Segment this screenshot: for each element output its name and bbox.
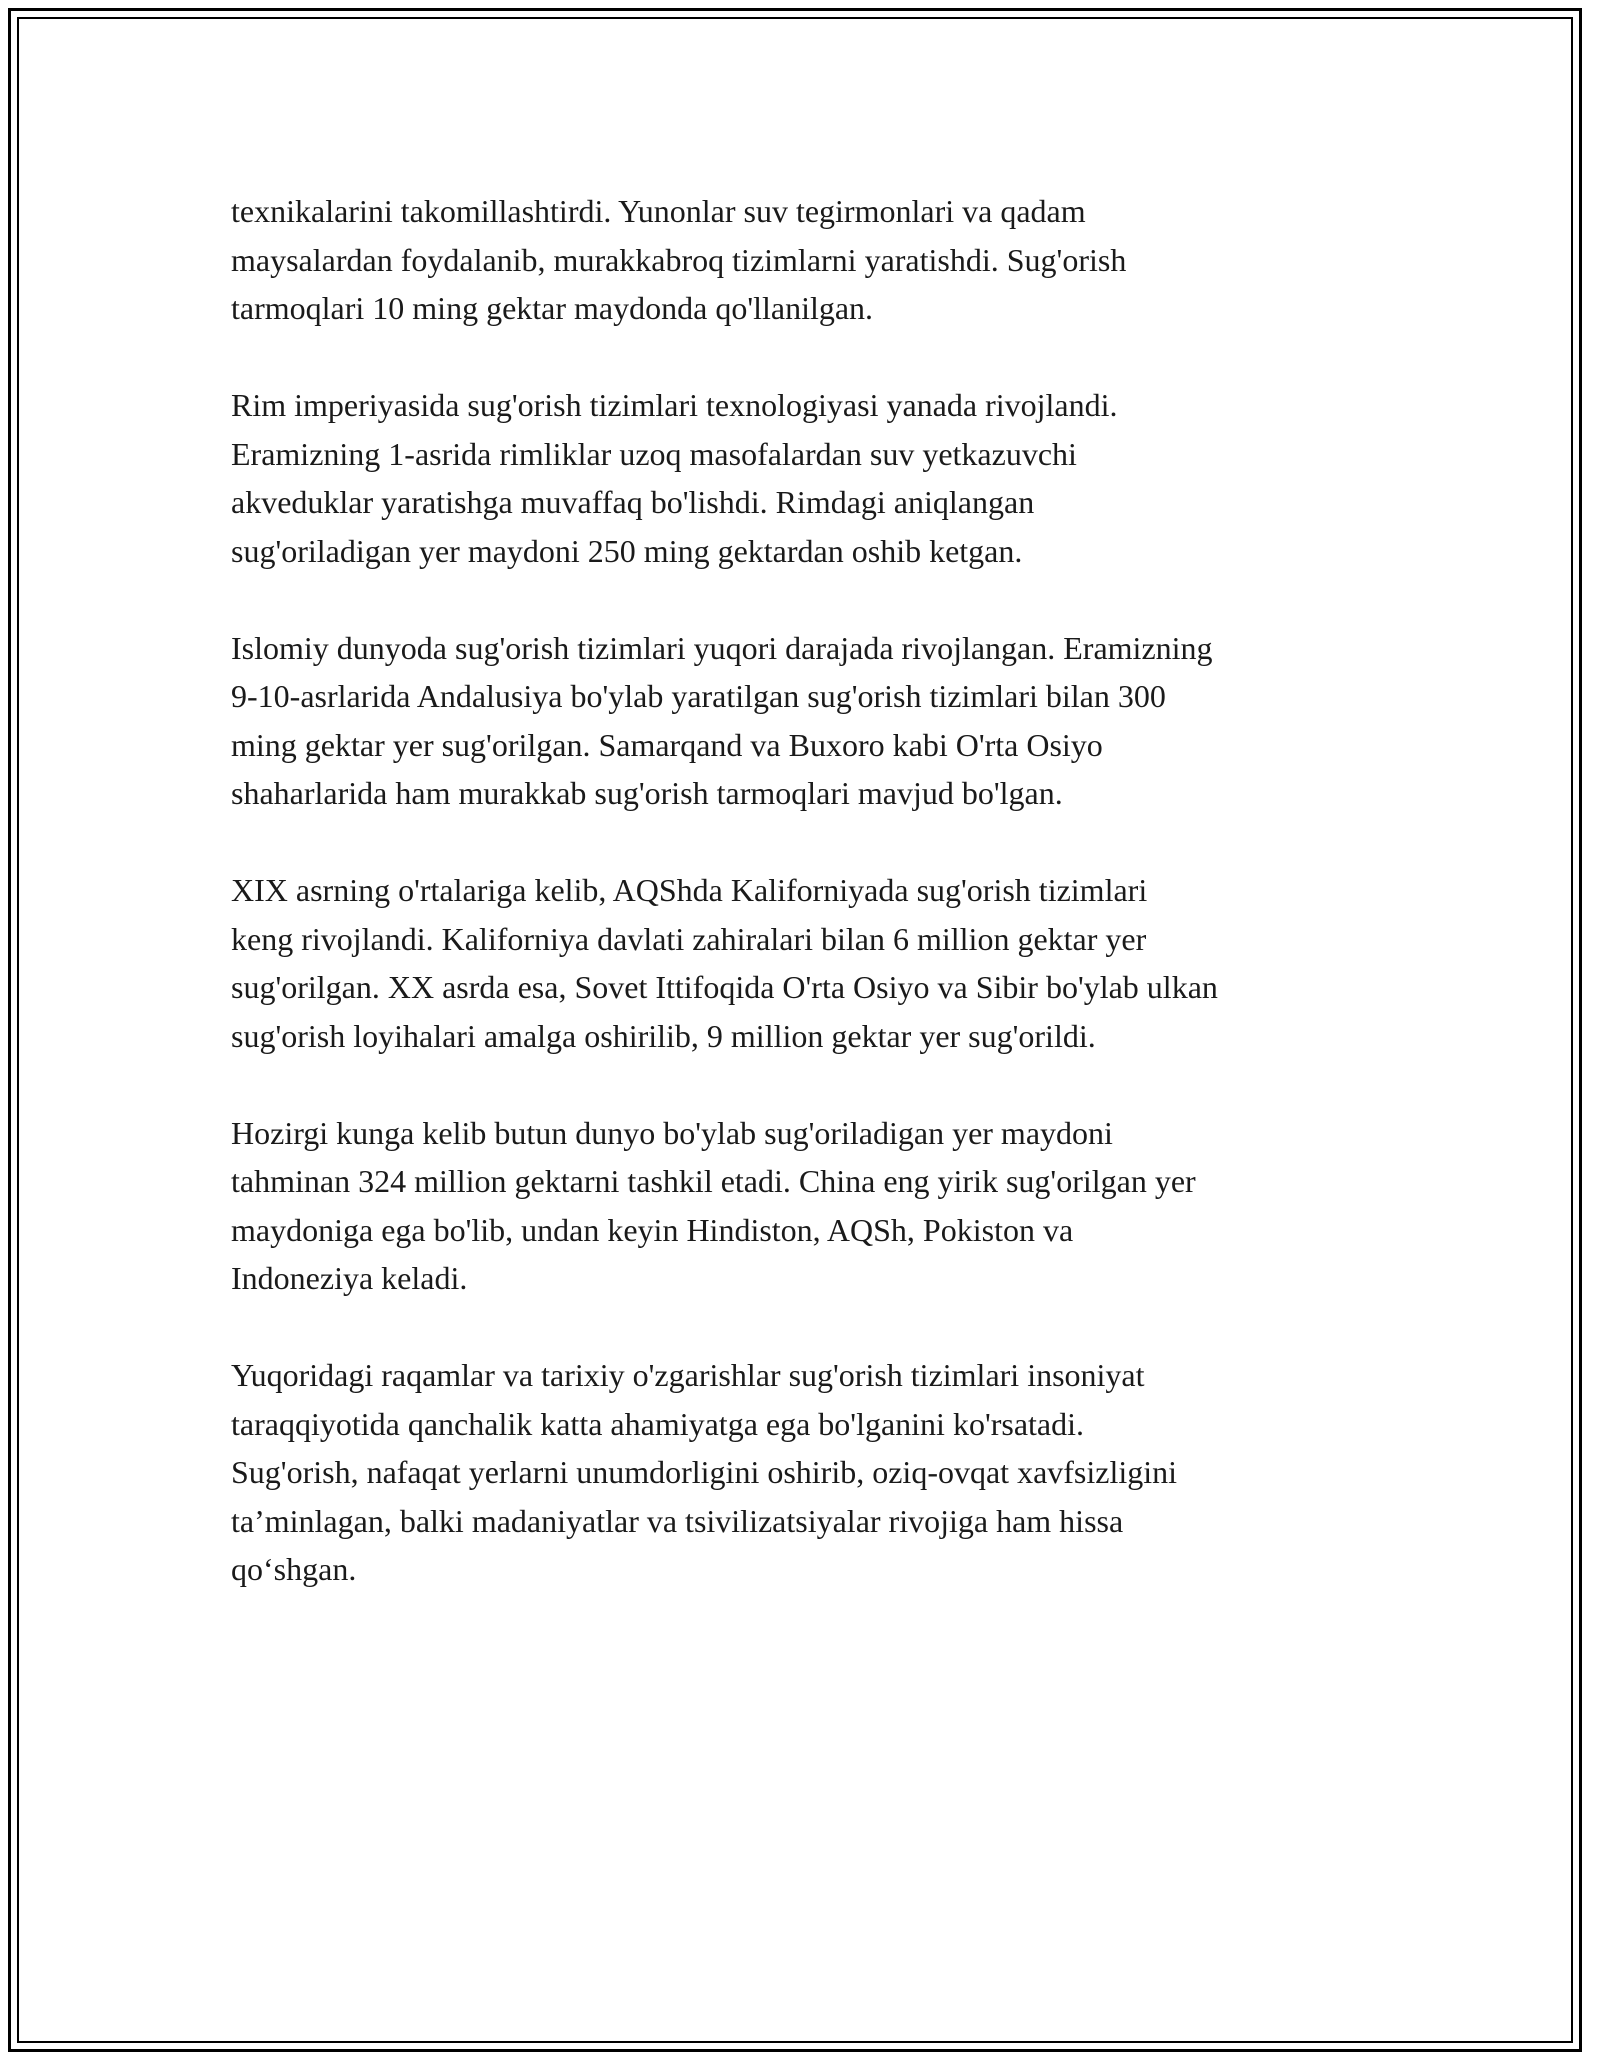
text-line: tarmoqlari 10 ming gektar maydonda qo'llanilgan.	[231, 290, 874, 326]
paragraph	[231, 1351, 1381, 1594]
text-line: maydoniga ega bo'lib, undan keyin Hindiston, AQSh, Pokiston va	[231, 1211, 1074, 1248]
text-line: Sug'orish, nafaqat yerlarni unumdorligini oshirib, oziq-ovqat xavfsizligini	[231, 1454, 1178, 1490]
text-line: maysalardan foydalanib, murakkabroq tizimlarni yaratishdi. Sug'orish	[231, 241, 1127, 278]
text-line: keng rivojlandi. Kaliforniya davlati zahiralari bilan 6 million gektar yer	[231, 920, 1147, 957]
document-page	[8, 8, 1582, 2052]
text-line: 9-10-asrlarida Andalusiya bo'ylab yaratilgan sug'orish tizimlari bilan 300	[231, 678, 1166, 714]
text-line: akveduklar yaratishga muvaffaq bo'lishdi. Rimdagi aniqlangan	[231, 484, 1035, 520]
paragraph	[231, 624, 1381, 818]
document-body	[231, 187, 1381, 1642]
text-line: Islomiy dunyoda sug'orish tizimlari yuqori darajada rivojlangan. Eramizning	[231, 629, 1213, 666]
text-line: Yuqoridagi raqamlar va tarixiy o'zgarishlar sug'orish tizimlari insoniyat	[231, 1357, 1145, 1393]
paragraph	[231, 381, 1381, 575]
text-line: texnikalarini takomillashtirdi. Yunonlar suv tegirmonlari va qadam	[231, 193, 1086, 229]
text-line: shaharlarida ham murakkab sug'orish tarmoqlari mavjud bo'lgan.	[231, 775, 1063, 811]
text-line: taraqqiyotida qanchalik katta ahamiyatga ega bo'lganini ko'rsatadi.	[231, 1405, 1084, 1442]
paragraph	[231, 1109, 1381, 1303]
text-line: qo‘shgan.	[231, 1551, 357, 1587]
text-line: XIX asrning o'rtalariga kelib, AQShda Kaliforniyada sug'orish tizimlari	[231, 872, 1148, 908]
text-line: Hozirgi kunga kelib butun dunyo bo'ylab sug'oriladigan yer maydoni	[231, 1114, 1113, 1151]
text-line: ming gektar yer sug'orilgan. Samarqand va Buxoro kabi O'rta Osiyo	[231, 726, 1103, 763]
text-line: sug'orish loyihalari amalga oshirilib, 9 million gektar yer sug'orildi.	[231, 1017, 1096, 1054]
paragraph	[231, 187, 1381, 333]
text-line: Eramizning 1-asrida rimliklar uzoq masofalardan suv yetkazuvchi	[231, 435, 1077, 472]
text-line: ta’minlagan, balki madaniyatlar va tsivilizatsiyalar rivojiga ham hissa	[231, 1502, 1124, 1539]
text-line: tahminan 324 million gektarni tashkil etadi. China eng yirik sug'orilgan yer	[231, 1163, 1196, 1199]
paragraph	[231, 866, 1381, 1060]
text-line: Rim imperiyasida sug'orish tizimlari texnologiyasi yanada rivojlandi.	[231, 387, 1118, 423]
text-line: sug'oriladigan yer maydoni 250 ming gektardan oshib ketgan.	[231, 532, 1023, 569]
text-line: Indoneziya keladi.	[231, 1260, 468, 1296]
text-line: sug'orilgan. XX asrda esa, Sovet Ittifoqida O'rta Osiyo va Sibir bo'ylab ulkan	[231, 969, 1218, 1005]
